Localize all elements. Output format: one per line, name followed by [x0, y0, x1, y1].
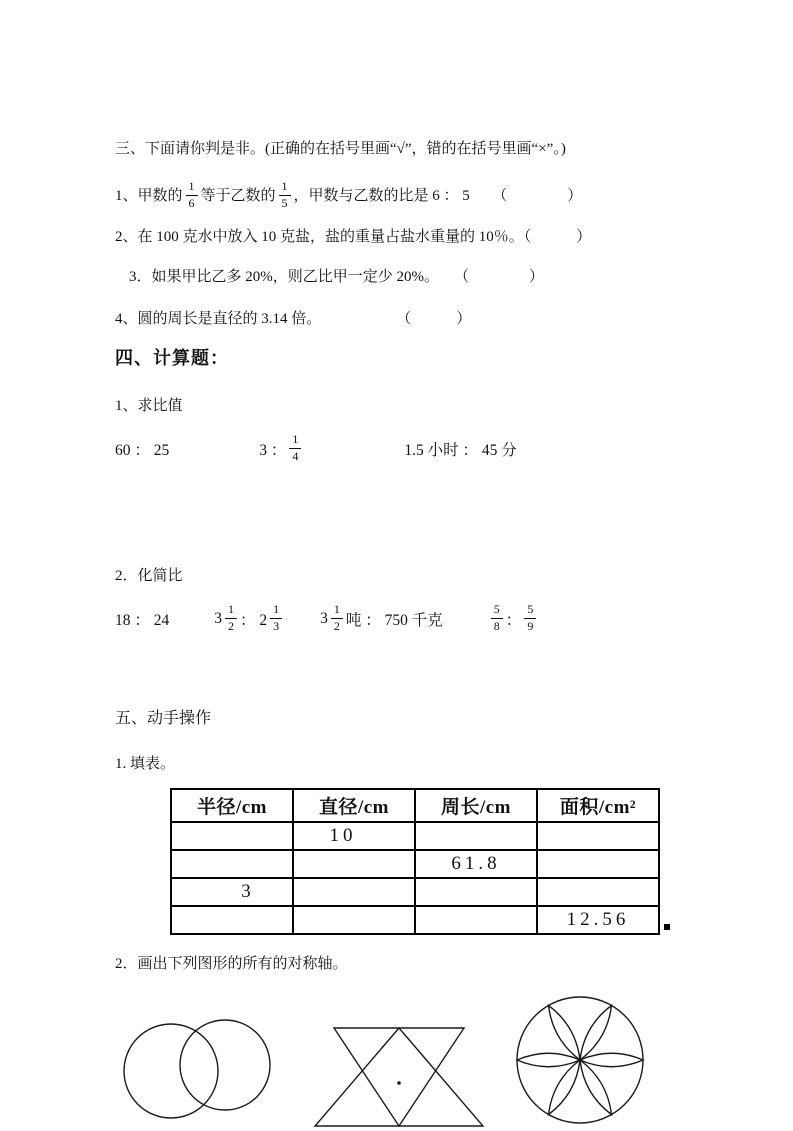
- text-segment: 1、甲数的: [115, 188, 183, 204]
- section-3-heading: 三、下面请你判是非。(正确的在括号里画“√”，错的在括号里画“×”。): [115, 141, 566, 157]
- ratio-problem-1: 60 ： 25: [115, 442, 170, 459]
- text-segment: ： 2: [240, 612, 268, 629]
- header-diameter: 直径/cm: [293, 789, 415, 822]
- circle-measurements-table-wrapper: [170, 788, 660, 935]
- fraction-one-quarter: $\frac{1}{4}$: [289, 433, 301, 464]
- table-cell: [415, 822, 537, 850]
- table-row: [171, 906, 659, 934]
- paragraph-mark-dot: [664, 924, 670, 930]
- ratio-problem-3: 1.5 小时 ： 45 分: [404, 442, 517, 459]
- petal: [580, 1053, 643, 1067]
- ratio-value-subheading: 1、求比值: [115, 398, 183, 414]
- table-cell: [293, 906, 415, 934]
- header-circumference: 周长/cm: [415, 789, 537, 822]
- tf-question-3: 3．如果甲比乙多 20%，则乙比甲一定少 20%。 （ ）: [129, 269, 544, 285]
- table-cell: [171, 822, 293, 850]
- table-cell: [171, 850, 293, 878]
- answer-space: [115, 471, 713, 565]
- fraction-one-half: $\frac{1}{2}$: [331, 603, 343, 634]
- fraction-one-half: $\frac{1}{2}$: [225, 603, 237, 634]
- whole-number: 3: [320, 610, 328, 627]
- petal: [517, 1053, 580, 1067]
- table-header-row: [171, 789, 659, 822]
- figure-flower-circle: [509, 989, 651, 1131]
- petal: [574, 1057, 617, 1118]
- table-cell: [537, 822, 659, 850]
- center-dot: [578, 1058, 582, 1062]
- table-cell: [415, 878, 537, 906]
- table-row: [171, 822, 659, 850]
- fraction-one-third: $\frac{1}{3}$: [270, 603, 282, 634]
- table-cell: [293, 850, 415, 878]
- table-cell: [537, 850, 659, 878]
- table-cell: 12.56: [537, 906, 659, 934]
- right-circle: [180, 1020, 270, 1110]
- answer-space: [115, 641, 713, 707]
- figure-star-triangles: [311, 1025, 487, 1131]
- text-segment: ：: [505, 612, 522, 629]
- section-4-heading: 四、计算题：: [115, 348, 229, 368]
- left-circle: [124, 1024, 218, 1118]
- center-dot: [397, 1081, 401, 1085]
- simplify-problem-1: 18 ： 24: [115, 612, 170, 629]
- table-cell: 61.8: [415, 850, 537, 878]
- ratio-value-problems: [115, 427, 713, 471]
- fraction-five-eighths: $\frac{5}{8}$: [491, 603, 503, 634]
- circle-measurements-table: [170, 788, 660, 935]
- petal: [574, 1002, 617, 1063]
- tf-question-1: [115, 175, 713, 217]
- tf-question-2: 2、在 100 克水中放入 10 克盐，盐的重量占盐水重量的 10％。（ ）: [115, 229, 592, 245]
- simplify-ratio-subheading: 2．化简比: [115, 568, 183, 584]
- simplify-problem-3: [320, 601, 443, 635]
- text-segment: 等于乙数的: [200, 188, 276, 204]
- petal: [543, 1002, 586, 1063]
- figure-overlapping-circles: [115, 1003, 283, 1131]
- petal: [543, 1057, 586, 1118]
- text-segment: ，甲数与乙数的比是 6 ： 5 （ ）: [293, 188, 583, 204]
- fraction-one-sixth: $\frac{1}{6}$: [186, 180, 198, 211]
- table-cell: 3: [171, 878, 293, 906]
- fraction-one-fifth: $\frac{1}{5}$: [279, 180, 291, 211]
- fill-table-subheading: 1. 填表。: [115, 756, 176, 772]
- down-triangle: [334, 1028, 464, 1126]
- ratio-problem-2: [259, 431, 304, 465]
- header-radius: 半径/cm: [171, 789, 293, 822]
- symmetry-figures: [115, 989, 713, 1131]
- section-5-heading: 五、动手操作: [115, 710, 212, 727]
- up-triangle: [315, 1028, 483, 1126]
- fraction-five-ninths: $\frac{5}{9}$: [524, 603, 536, 634]
- table-cell: [537, 878, 659, 906]
- whole-number: 3: [214, 610, 223, 627]
- table-row: [171, 850, 659, 878]
- table-cell: 10: [293, 822, 415, 850]
- text-segment: 3 ：: [259, 442, 287, 459]
- header-area: 面积/cm²: [537, 789, 659, 822]
- tf-question-4: 4、圆的周长是直径的 3.14 倍。 （ ）: [115, 311, 472, 327]
- simplify-problem-2: [214, 601, 285, 635]
- simplify-ratio-problems: [115, 597, 713, 641]
- text-segment: 吨 ： 750 千克: [345, 612, 443, 629]
- table-cell: [293, 878, 415, 906]
- symmetry-subheading: 2．画出下列图形的所有的对称轴。: [115, 956, 348, 972]
- table-cell: [415, 906, 537, 934]
- table-cell: [171, 906, 293, 934]
- simplify-problem-4: [488, 601, 540, 635]
- table-row: [171, 878, 659, 906]
